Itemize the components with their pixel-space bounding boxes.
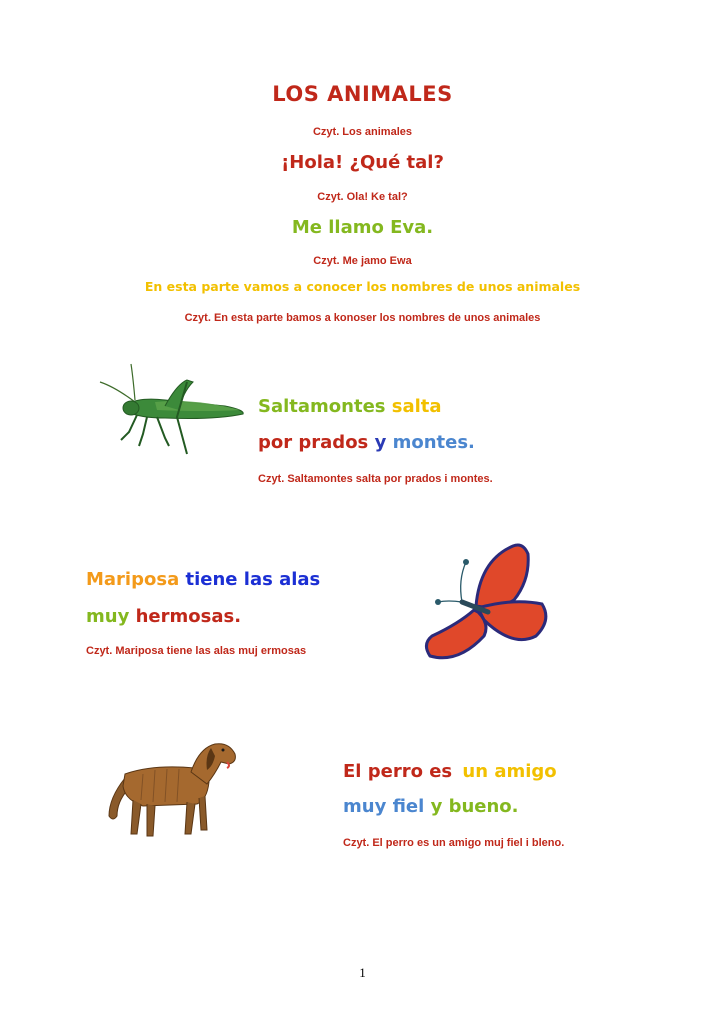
intro-pronunciation: Czyt. En esta parte bamos a konoser los nombres de unos animales <box>184 312 541 324</box>
grasshopper-word-y: y <box>374 432 387 453</box>
dog-line-2 <box>343 796 519 817</box>
greeting-heading: ¡Hola! ¿Qué tal? <box>281 152 444 173</box>
name-heading: Me llamo Eva. <box>291 217 434 238</box>
grasshopper-line-2 <box>258 432 475 453</box>
grasshopper-word-salta: salta <box>391 396 442 417</box>
dog-illustration <box>103 738 243 843</box>
butterfly-line-2 <box>86 606 241 627</box>
butterfly-word-muy: muy <box>86 606 130 627</box>
name-pronunciation: Czyt. Me jamo Ewa <box>313 255 412 267</box>
dog-word-muy-fiel: muy fiel <box>343 796 425 817</box>
grasshopper-word-montes: montes. <box>392 432 475 453</box>
butterfly-word-mariposa: Mariposa <box>86 569 180 590</box>
page-title: LOS ANIMALES <box>272 82 453 106</box>
dog-word-el-perro-es: El perro es <box>343 761 453 782</box>
grasshopper-word-saltamontes: Saltamontes <box>258 396 386 417</box>
title-pronunciation: Czyt. Los animales <box>312 126 413 138</box>
dog-word-un-amigo: un amigo <box>462 761 557 782</box>
dog-pronunciation: Czyt. El perro es un amigo muj fiel i bleno. <box>343 837 565 849</box>
grasshopper-line-1 <box>258 396 442 417</box>
dog-line-1 <box>343 761 557 782</box>
greeting-pronunciation: Czyt. Ola! Ke tal? <box>317 191 408 203</box>
dog-word-y-bueno: y bueno. <box>430 796 519 817</box>
butterfly-pronunciation: Czyt. Mariposa tiene las alas muj ermosas <box>86 645 307 657</box>
butterfly-illustration <box>418 540 558 670</box>
grasshopper-pronunciation: Czyt. Saltamontes salta por prados i montes. <box>258 473 493 485</box>
butterfly-line-1 <box>86 569 320 590</box>
page-number: 1 <box>359 965 366 980</box>
intro-text: En esta parte vamos a conocer los nombres de unos animales <box>144 279 581 294</box>
butterfly-word-hermosas: hermosas. <box>135 606 242 627</box>
butterfly-word-tiene: tiene las alas <box>185 569 321 590</box>
grasshopper-illustration <box>95 362 250 462</box>
grasshopper-word-por-prados: por prados <box>258 432 369 453</box>
